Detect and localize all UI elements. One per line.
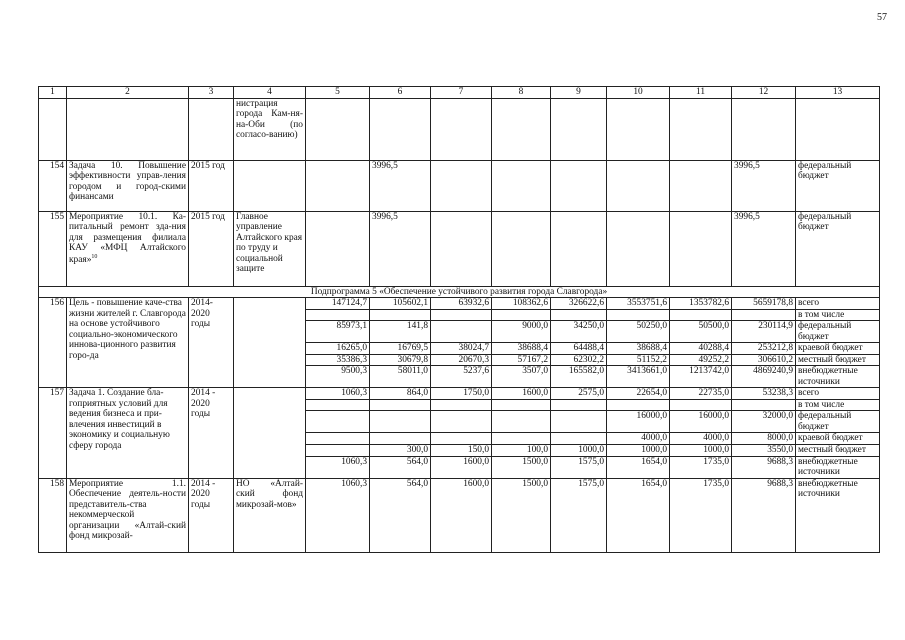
value-cell: 8000,0	[732, 433, 796, 445]
value-cell: 1600,0	[431, 478, 492, 552]
table-row	[39, 211, 880, 286]
measure-name: Мероприятие 1.1. Обеспечение деятель-ности представитель-ства некоммерческой организации «Алтай-ский фонд микрозай-	[67, 478, 189, 552]
value-cell	[306, 399, 370, 411]
value-cell: 1060,3	[306, 456, 370, 478]
value-cell: 108362,6	[492, 298, 551, 310]
value-cell	[431, 433, 492, 445]
value-cell: 50500,0	[670, 321, 732, 343]
value-cell	[306, 411, 370, 433]
value-cell	[431, 321, 492, 343]
row-number: 156	[39, 298, 67, 388]
column-header: 8	[492, 87, 551, 99]
measure-name: Цель - повышение каче-ства жизни жителей г. Славгорода на основе устойчивого социально-экономического иннова-ционного развития горо-да	[67, 298, 189, 388]
source-cell: в том числе	[796, 399, 880, 411]
value-cell: 1060,3	[306, 478, 370, 552]
footnote-mark: 10	[91, 253, 98, 260]
value-cell: 16000,0	[670, 411, 732, 433]
years-cell: 2014 - 2020 годы	[189, 478, 234, 552]
value-cell: 49252,2	[670, 354, 732, 366]
value-cell: 253212,8	[732, 343, 796, 355]
source-cell: краевой бюджет	[796, 343, 880, 355]
source-cell: федеральный бюджет	[796, 211, 880, 286]
table-cell	[607, 98, 670, 160]
value-cell: 32000,0	[732, 411, 796, 433]
years-cell: 2014-2020 годы	[189, 298, 234, 388]
measure-name: Задача 10. Повышение эффективности управ-ления городом и город-скими финансами	[67, 160, 189, 211]
value-cell: 141,8	[370, 321, 431, 343]
value-cell: 34250,0	[551, 321, 607, 343]
value-cell	[370, 433, 431, 445]
value-cell	[492, 433, 551, 445]
value-cell	[492, 399, 551, 411]
value-cell: 9688,3	[732, 478, 796, 552]
value-cell: 3413661,0	[607, 366, 670, 388]
table-cell	[551, 211, 607, 286]
column-header: 7	[431, 87, 492, 99]
value-cell: 2575,0	[551, 388, 607, 400]
table-cell	[431, 160, 492, 211]
table-cell	[306, 98, 370, 160]
value-cell: 3996,5	[732, 160, 796, 211]
page-number: 57	[877, 12, 887, 23]
budget-table	[38, 86, 880, 553]
value-cell	[431, 399, 492, 411]
years-cell: 2015 год	[189, 211, 234, 286]
value-cell	[370, 399, 431, 411]
table-cell	[551, 98, 607, 160]
source-cell: внебюджетные источники	[796, 366, 880, 388]
table-cell	[607, 160, 670, 211]
source-cell: всего	[796, 388, 880, 400]
source-cell: федеральный бюджет	[796, 411, 880, 433]
value-cell: 564,0	[370, 478, 431, 552]
value-cell: 38024,7	[431, 343, 492, 355]
value-cell: 4000,0	[670, 433, 732, 445]
value-cell: 16000,0	[607, 411, 670, 433]
value-cell	[551, 309, 607, 321]
value-cell	[431, 309, 492, 321]
source-cell: внебюджетные источники	[796, 478, 880, 552]
value-cell: 1600,0	[431, 456, 492, 478]
value-cell: 1654,0	[607, 478, 670, 552]
value-cell: 5237,6	[431, 366, 492, 388]
table-cell	[670, 98, 732, 160]
table-cell	[67, 98, 189, 160]
value-cell	[431, 411, 492, 433]
value-cell	[551, 399, 607, 411]
value-cell: 16769,5	[370, 343, 431, 355]
value-cell: 100,0	[492, 444, 551, 456]
column-header: 2	[67, 87, 189, 99]
value-cell: 1735,0	[670, 456, 732, 478]
value-cell	[492, 309, 551, 321]
value-cell: 3550,0	[732, 444, 796, 456]
measure-name: Задача 1. Создание бла-гоприятных условий для ведения бизнеса и при-влечения инвестиций в экономику и социальную сферу города	[67, 388, 189, 478]
row-number: 158	[39, 478, 67, 552]
column-header: 6	[370, 87, 431, 99]
value-cell: 230114,9	[732, 321, 796, 343]
table-cell	[670, 160, 732, 211]
value-cell: 4000,0	[607, 433, 670, 445]
column-header: 3	[189, 87, 234, 99]
value-cell: 864,0	[370, 388, 431, 400]
source-cell: краевой бюджет	[796, 433, 880, 445]
source-cell: местный бюджет	[796, 354, 880, 366]
value-cell	[551, 411, 607, 433]
value-cell: 9688,3	[732, 456, 796, 478]
executor-cell: нистрация города Кам-ня-на-Оби (по согласо-ванию)	[234, 98, 306, 160]
value-cell: 35386,3	[306, 354, 370, 366]
table-cell	[492, 98, 551, 160]
table-cell	[234, 160, 306, 211]
column-header: 1	[39, 87, 67, 99]
executor-cell	[234, 388, 306, 478]
value-cell	[370, 411, 431, 433]
value-cell: 1575,0	[551, 478, 607, 552]
value-cell: 4869240,9	[732, 366, 796, 388]
value-cell: 30679,8	[370, 354, 431, 366]
executor-cell	[234, 298, 306, 388]
value-cell	[607, 399, 670, 411]
subprogram-row	[39, 286, 880, 298]
value-cell	[670, 309, 732, 321]
value-cell: 147124,7	[306, 298, 370, 310]
table-cell	[306, 160, 370, 211]
column-header: 5	[306, 87, 370, 99]
table-cell	[732, 98, 796, 160]
value-cell	[732, 309, 796, 321]
value-cell: 564,0	[370, 456, 431, 478]
table-cell	[431, 98, 492, 160]
value-cell: 58011,0	[370, 366, 431, 388]
value-cell: 5659178,8	[732, 298, 796, 310]
table-row	[39, 160, 880, 211]
value-cell: 20670,3	[431, 354, 492, 366]
column-header: 9	[551, 87, 607, 99]
value-cell: 3996,5	[370, 160, 431, 211]
executor-cell: НО «Алтай-ский фонд микрозай-мов»	[234, 478, 306, 552]
source-cell: в том числе	[796, 309, 880, 321]
value-cell: 326622,6	[551, 298, 607, 310]
value-cell	[306, 433, 370, 445]
table-row	[39, 298, 880, 310]
table-cell	[189, 98, 234, 160]
table-cell	[607, 211, 670, 286]
table-cell	[796, 98, 880, 160]
value-cell: 1000,0	[607, 444, 670, 456]
value-cell: 57167,2	[492, 354, 551, 366]
table-cell	[306, 211, 370, 286]
value-cell	[370, 309, 431, 321]
value-cell	[670, 399, 732, 411]
value-cell: 1500,0	[492, 456, 551, 478]
value-cell	[306, 309, 370, 321]
row-number: 154	[39, 160, 67, 211]
executor-cell: Главное управление Алтайского края по труду и социальной защите	[234, 211, 306, 286]
value-cell: 53238,3	[732, 388, 796, 400]
value-cell: 165582,0	[551, 366, 607, 388]
subprogram-title: Подпрограмма 5 «Обеспечение устойчивого развития города Славгорода»	[39, 286, 880, 298]
value-cell: 150,0	[431, 444, 492, 456]
value-cell: 1500,0	[492, 478, 551, 552]
value-cell: 50250,0	[607, 321, 670, 343]
table-row	[39, 98, 880, 160]
table-cell	[431, 211, 492, 286]
value-cell: 22735,0	[670, 388, 732, 400]
value-cell: 1000,0	[551, 444, 607, 456]
row-number: 155	[39, 211, 67, 286]
value-cell: 38688,4	[492, 343, 551, 355]
column-header: 11	[670, 87, 732, 99]
value-cell: 9000,0	[492, 321, 551, 343]
measure-name	[67, 211, 189, 286]
value-cell: 85973,1	[306, 321, 370, 343]
table-row	[39, 478, 880, 552]
value-cell: 3507,0	[492, 366, 551, 388]
value-cell: 62302,2	[551, 354, 607, 366]
value-cell	[551, 433, 607, 445]
row-number: 157	[39, 388, 67, 478]
value-cell: 1575,0	[551, 456, 607, 478]
value-cell	[306, 444, 370, 456]
measure-name-text: Мероприятие 10.1. Ка-питальный ремонт зда-ния для размещения филиала КАУ «МФЦ Алтайского края»	[69, 211, 186, 265]
value-cell	[492, 411, 551, 433]
value-cell: 51152,2	[607, 354, 670, 366]
value-cell	[607, 309, 670, 321]
table-cell	[670, 211, 732, 286]
value-cell: 1600,0	[492, 388, 551, 400]
table-cell	[39, 98, 67, 160]
value-cell	[732, 399, 796, 411]
value-cell: 105602,1	[370, 298, 431, 310]
value-cell: 63932,6	[431, 298, 492, 310]
table-cell	[492, 211, 551, 286]
table-cell	[370, 98, 431, 160]
table-cell	[551, 160, 607, 211]
value-cell: 3996,5	[370, 211, 431, 286]
source-cell: внебюджетные источники	[796, 456, 880, 478]
value-cell: 38688,4	[607, 343, 670, 355]
value-cell: 16265,0	[306, 343, 370, 355]
value-cell: 1353782,6	[670, 298, 732, 310]
value-cell: 1735,0	[670, 478, 732, 552]
source-cell: федеральный бюджет	[796, 321, 880, 343]
column-header: 13	[796, 87, 880, 99]
value-cell: 300,0	[370, 444, 431, 456]
years-cell: 2015 год	[189, 160, 234, 211]
table-cell	[492, 160, 551, 211]
column-header: 10	[607, 87, 670, 99]
value-cell: 1060,3	[306, 388, 370, 400]
value-cell: 306610,2	[732, 354, 796, 366]
value-cell: 3996,5	[732, 211, 796, 286]
value-cell: 40288,4	[670, 343, 732, 355]
value-cell: 9500,3	[306, 366, 370, 388]
source-cell: всего	[796, 298, 880, 310]
column-header: 12	[732, 87, 796, 99]
years-cell: 2014 - 2020 годы	[189, 388, 234, 478]
value-cell: 22654,0	[607, 388, 670, 400]
value-cell: 64488,4	[551, 343, 607, 355]
value-cell: 1750,0	[431, 388, 492, 400]
value-cell: 1654,0	[607, 456, 670, 478]
table-row	[39, 388, 880, 400]
source-cell: федеральный бюджет	[796, 160, 880, 211]
value-cell: 1213742,0	[670, 366, 732, 388]
header-row	[39, 87, 880, 99]
column-header: 4	[234, 87, 306, 99]
value-cell: 1000,0	[670, 444, 732, 456]
source-cell: местный бюджет	[796, 444, 880, 456]
value-cell: 3553751,6	[607, 298, 670, 310]
